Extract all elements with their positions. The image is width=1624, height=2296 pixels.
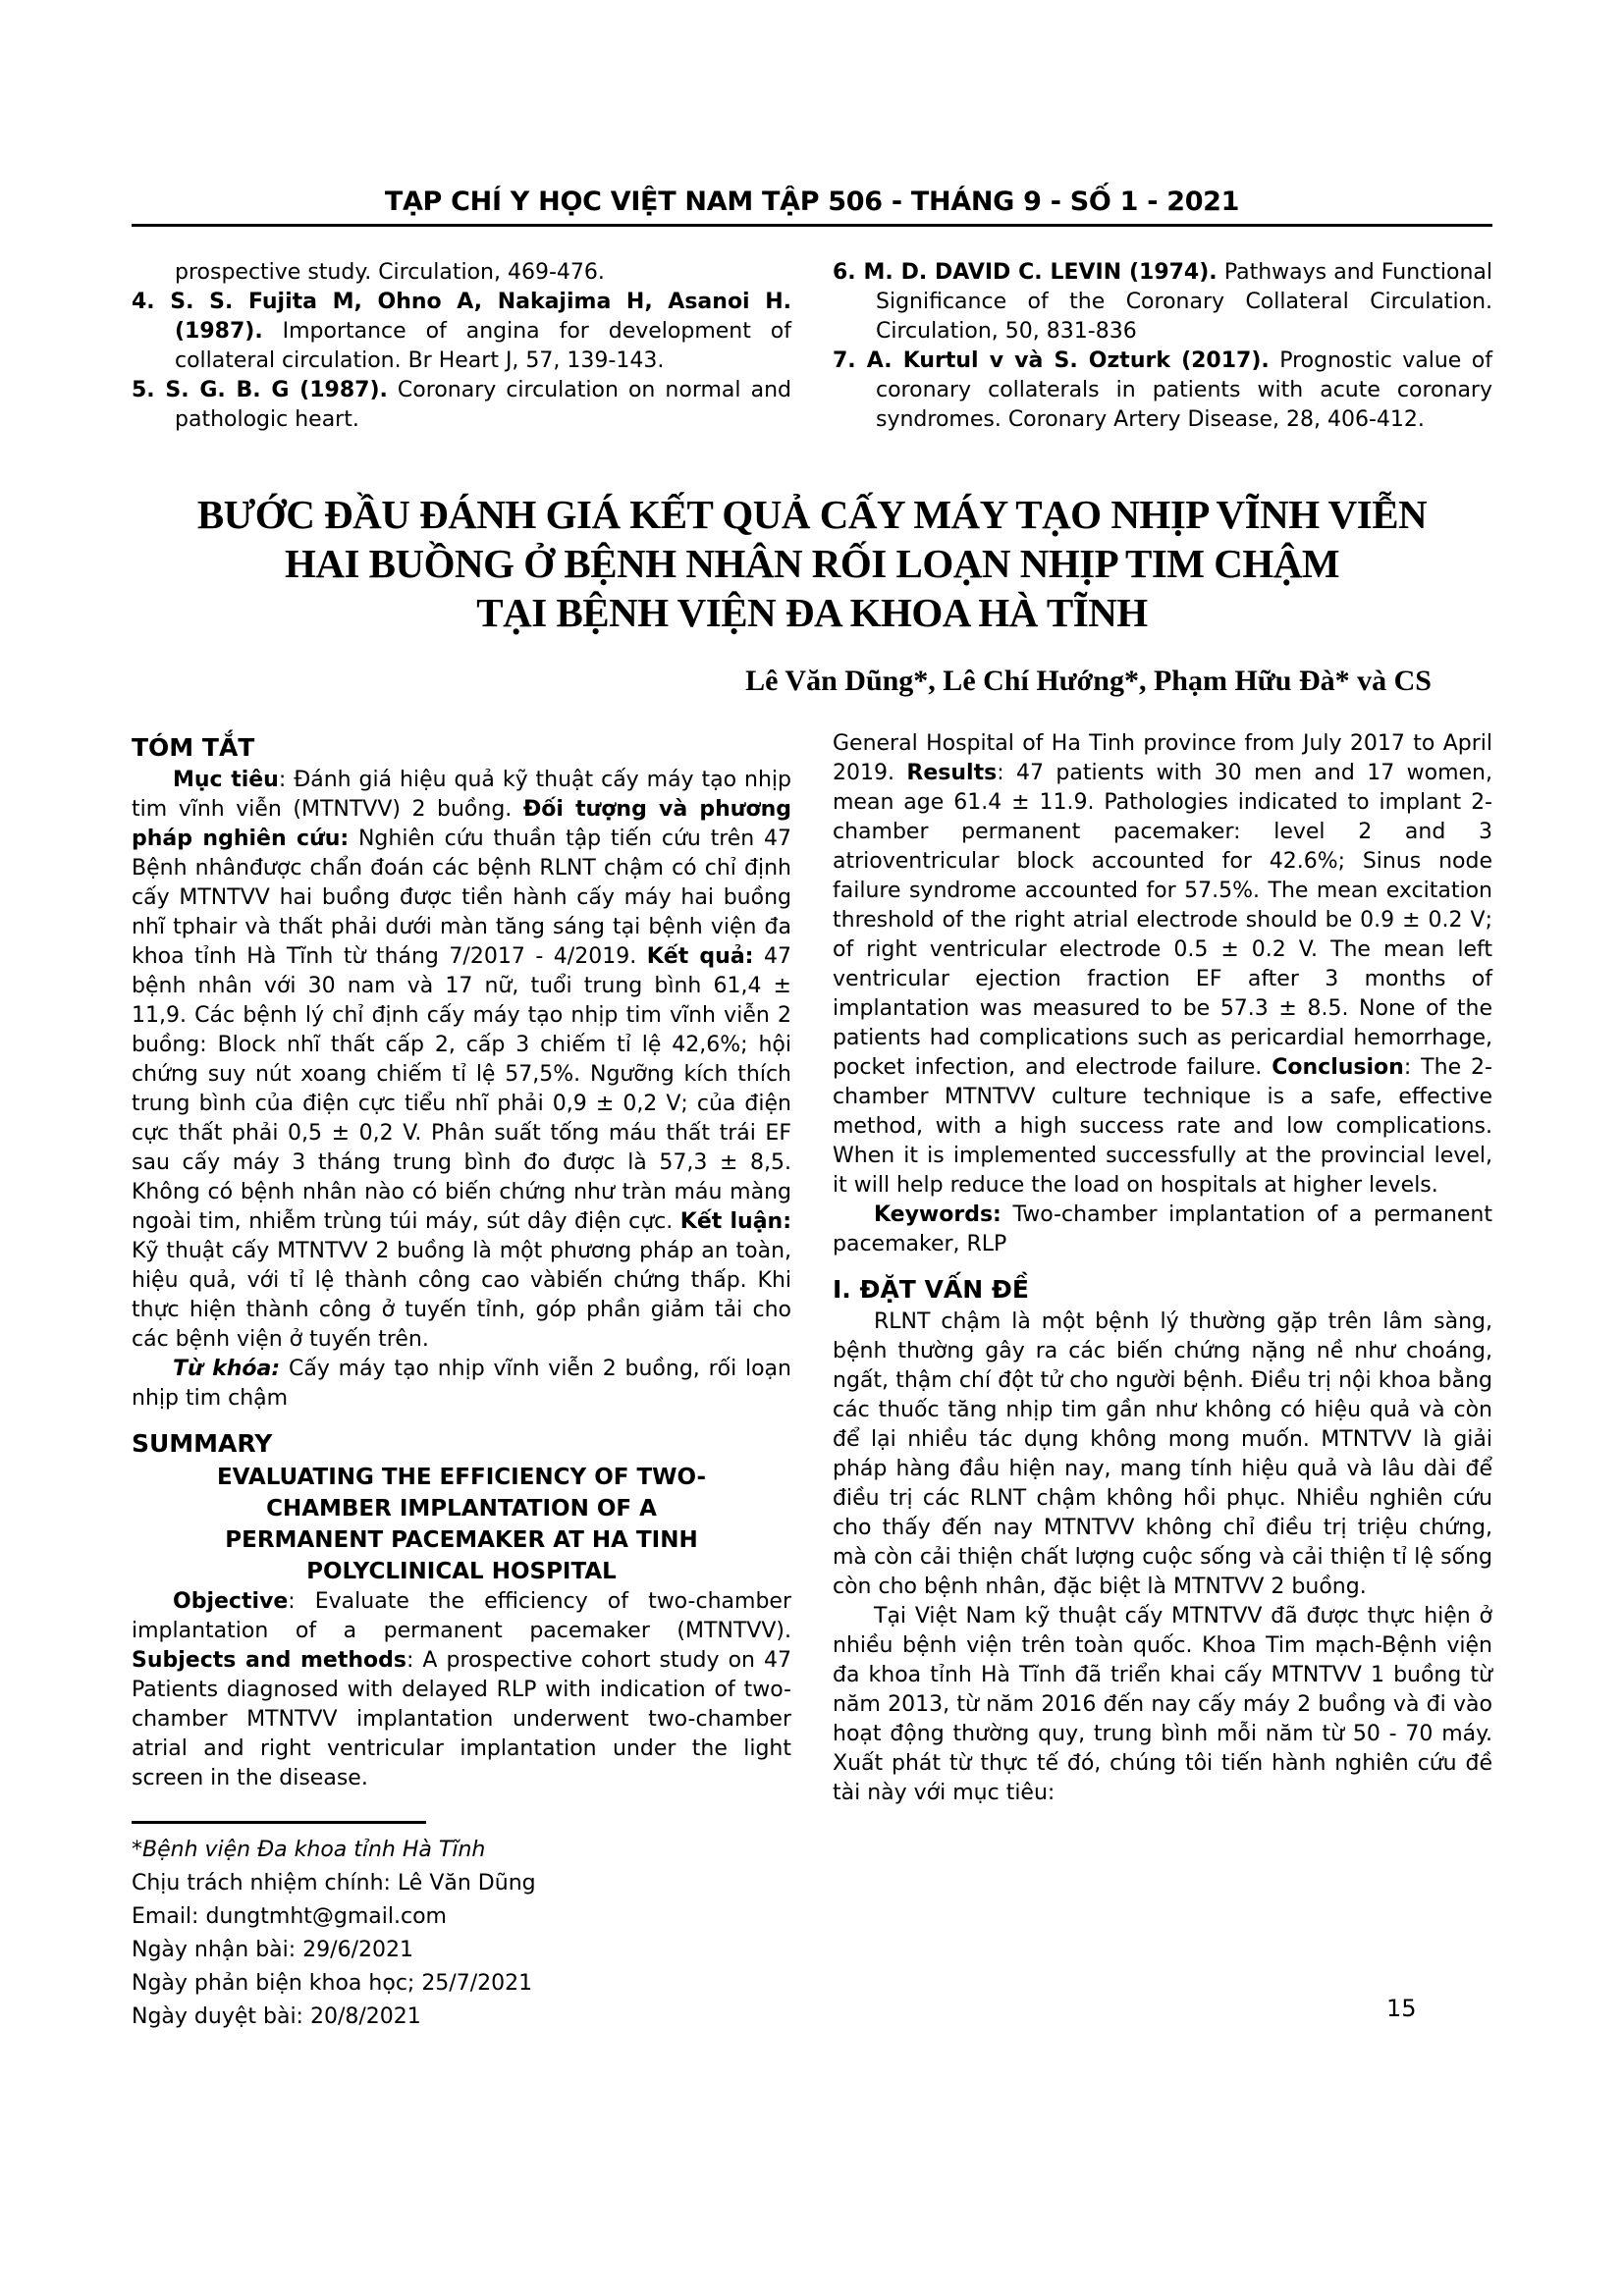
- abstract-body: Mục tiêu: Đánh giá hiệu quả kỹ thuật cấy máy tạo nhịp tim vĩnh viễn (MTNTVV) 2 buồng. Đối tượng và phương pháp nghiên cứu: Nghiên cứu thuần tập tiến cứu trên 47 Bệnh nhânđược chẩn đoán các bệnh RLNT chậm có chỉ định cấy MTNTVV hai buồng được tiền hành cấy máy hai buồng nhĩ tphair và thất phải dưới màn tăng sáng tại bệnh viện đa khoa tỉnh Hà Tĩnh từ tháng 7/2017 - 4/2019. Kết quả: 47 bệnh nhân với 30 nam và 17 nữ, tuổi trung bình 61,4 ± 11,9. Các bệnh lý chỉ định cấy máy tạo nhịp tim vĩnh viễn 2 buồng: Block nhĩ thất cấp 2, cấp 3 chiếm tỉ lệ 42,6%; hội chứng suy nút xoang chiếm tỉ lệ 57,5%. Ngưỡng kích thích trung bình của điện cực tiểu nhĩ phải 0,9 ± 0,2 V; của điện cực thất phải 0,5 ± 0,2 V. Phân suất tống máu thất trái EF sau cấy máy 3 tháng trung bình đo được là 57,3 ± 8,5. Không có bệnh nhân nào có biến chứng như tràn máu màng ngoài tim, nhiễm trùng túi máy, sút dây điện cực. Kết luận: Kỹ thuật cấy MTNTVV 2 buồng là một phương pháp an toàn, hiệu quả, với tỉ lệ thành công cao vàbiến chứng thấp. Khi thực hiện thành công ở tuyến tỉnh, góp phần giảm tải cho các bệnh viện ở tuyến trên.: [132, 768, 791, 1352]
- reference-item-7: 7. A. Kurtul v và S. Ozturk (2017). Prognostic value of coronary collaterals in patients with acute coronary syndromes. Coronary Artery Disease, 28, 406-412.: [833, 348, 1493, 432]
- footnote-affiliation: *Bệnh viện Đa khoa tỉnh Hà Tĩnh: [132, 1838, 486, 1862]
- summary-subtitle-line-3: PERMANENT PACEMAKER AT HA TINH: [225, 1527, 698, 1553]
- references-left-column: [132, 258, 791, 435]
- article-title-line-3: TẠI BỆNH VIỆN ĐA KHOA HÀ TĨNH: [476, 590, 1148, 635]
- references-right-column: [833, 258, 1492, 435]
- body-left-column: [132, 729, 791, 2034]
- summary-body-right: General Hospital of Ha Tinh province from July 2017 to April 2019. Results: 47 patients with 30 men and 17 women, mean age 61.4 ± 11.9. Pathologies indicated to implant 2-chamber permanent pacemaker: level 2 and 3 atrioventricular block accounted for 42.6%; Sinus node failure syndrome accounted for 57.5%. The mean excitation threshold of the right atrial electrode should be 0.9 ± 0.2 V; of right ventricular electrode 0.5 ± 0.2 V. The mean left ventricular ejection fraction EF after 3 months of implantation was measured to be 57.3 ± 8.5. None of the patients had complications such as pericardial hemorrhage, pocket infection, and electrode failure. Conclusion: The 2-chamber MTNTVV culture technique is a safe, effective method, with a high success rate and low complications. When it is implemented successfully at the provincial level, it will help reduce the load on hospitals at higher levels.: [833, 731, 1492, 1198]
- summary-subtitle: [167, 1462, 756, 1587]
- summary-subtitle-line-4: POLYCLINICAL HOSPITAL: [306, 1559, 617, 1584]
- page-number: 15: [1386, 1995, 1417, 2022]
- footnote-rule: [132, 1821, 426, 1824]
- footnote-responsible: Chịu trách nhiệm chính: Lê Văn Dũng: [132, 1871, 536, 1896]
- reference-continuation: prospective study. Circulation, 469-476.: [175, 260, 605, 285]
- reference-item-5: 5. S. G. B. G (1987). Coronary circulation on normal and pathologic heart.: [132, 378, 791, 432]
- reference-item-4: 4. S. S. Fujita M, Ohno A, Nakajima H, Asanoi H. (1987). Importance of angina for development of collateral circulation. Br Heart J, 57, 139-143.: [132, 290, 791, 373]
- summary-heading: SUMMARY: [132, 1429, 273, 1458]
- summary-subtitle-line-2: CHAMBER IMPLANTATION OF A: [266, 1496, 657, 1522]
- footnote-email: Email: dungtmht@gmail.com: [132, 1904, 447, 1929]
- body-right-column: [833, 729, 1492, 2034]
- reference-item-6: 6. M. D. DAVID C. LEVIN (1974). Pathways and Functional Significance of the Coronary Collateral Circulation. Circulation, 50, 831-836: [833, 260, 1492, 344]
- footnote: [132, 1821, 791, 2034]
- footnote-review-date: Ngày phản biện khoa học; 25/7/2021: [132, 1971, 533, 1996]
- footnote-received-date: Ngày nhận bài: 29/6/2021: [132, 1938, 413, 1962]
- intro-paragraph-1: RLNT chậm là một bệnh lý thường gặp trên lâm sàng, bệnh thường gây ra các biến chứng nặng nề như choáng, ngất, thậm chí đột tử cho người bệnh. Điều trị nội khoa bằng các thuốc tăng nhịp tim gần như không có hiệu quả và còn để lại nhiều tác dụng không mong muốn. MTNTVV là giải pháp hàng đầu hiện nay, mang tính hiệu quả và lâu dài để điều trị các RLNT chậm không hồi phục. Nhiều nghiên cứu cho thấy đến nay MTNTVV không chỉ điều trị triệu chứng, mà còn cải thiện chất lượng cuộc sống và cải thiện tỉ lệ sống còn cho bệnh nhân, đặc biệt là MTNTVV 2 buồng.: [833, 1309, 1492, 1599]
- journal-header-title: TẠP CHÍ Y HỌC VIỆT NAM TẬP 506 - THÁNG 9 - SỐ 1 - 2021: [384, 187, 1240, 217]
- intro-paragraph-2: Tại Việt Nam kỹ thuật cấy MTNTVV đã được thực hiện ở nhiều bệnh viện trên toàn quốc. Khoa Tim mạch-Bệnh viện đa khoa tỉnh Hà Tĩnh đã triển khai cấy MTNTVV 1 buồng từ năm 2013, từ năm 2016 đến nay cấy máy 2 buồng và đi vào hoạt động thường quy, trung bình mỗi năm từ 50 - 70 máy. Xuất phát từ thực tế đó, chúng tôi tiến hành nghiên cứu đề tài này với mục tiêu:: [833, 1604, 1492, 1805]
- authors-line: Lê Văn Dũng*, Lê Chí Hướng*, Phạm Hữu Đà* và CS: [745, 665, 1432, 697]
- abstract-keywords: Từ khóa: Cấy máy tạo nhịp vĩnh viễn 2 buồng, rối loạn nhịp tim chậm: [132, 1357, 791, 1411]
- references-section: [132, 258, 1492, 435]
- article-title-line-2: HAI BUỒNG Ở BỆNH NHÂN RỐI LOẠN NHỊP TIM CHẬM: [284, 541, 1340, 586]
- summary-keywords: Keywords: Two-chamber implantation of a permanent pacemaker, RLP: [833, 1202, 1492, 1256]
- abstract-heading: TÓM TẮT: [132, 733, 255, 762]
- intro-heading: I. ĐẶT VẤN ĐỀ: [833, 1275, 1029, 1304]
- article-title: [132, 490, 1492, 637]
- summary-subtitle-line-1: EVALUATING THE EFFICIENCY OF TWO-: [216, 1465, 707, 1490]
- summary-body-left: Objective: Evaluate the efficiency of two-chamber implantation of a permanent pacemaker (MTNTVV). Subjects and methods: A prospective cohort study on 47 Patients diagnosed with delayed RLP with indication of two-chamber MTNTVV implantation underwent two-chamber atrial and right ventricular implantation under the light screen in the disease.: [132, 1589, 791, 1790]
- header-rule: [132, 224, 1492, 227]
- article-title-line-1: BƯỚC ĐẦU ĐÁNH GIÁ KẾT QUẢ CẤY MÁY TẠO NHỊP VĨNH VIỄN: [196, 492, 1428, 537]
- article-body: [132, 729, 1492, 2034]
- journal-header: [132, 187, 1492, 227]
- footnote-accepted-date: Ngày duyệt bài: 20/8/2021: [132, 2004, 421, 2029]
